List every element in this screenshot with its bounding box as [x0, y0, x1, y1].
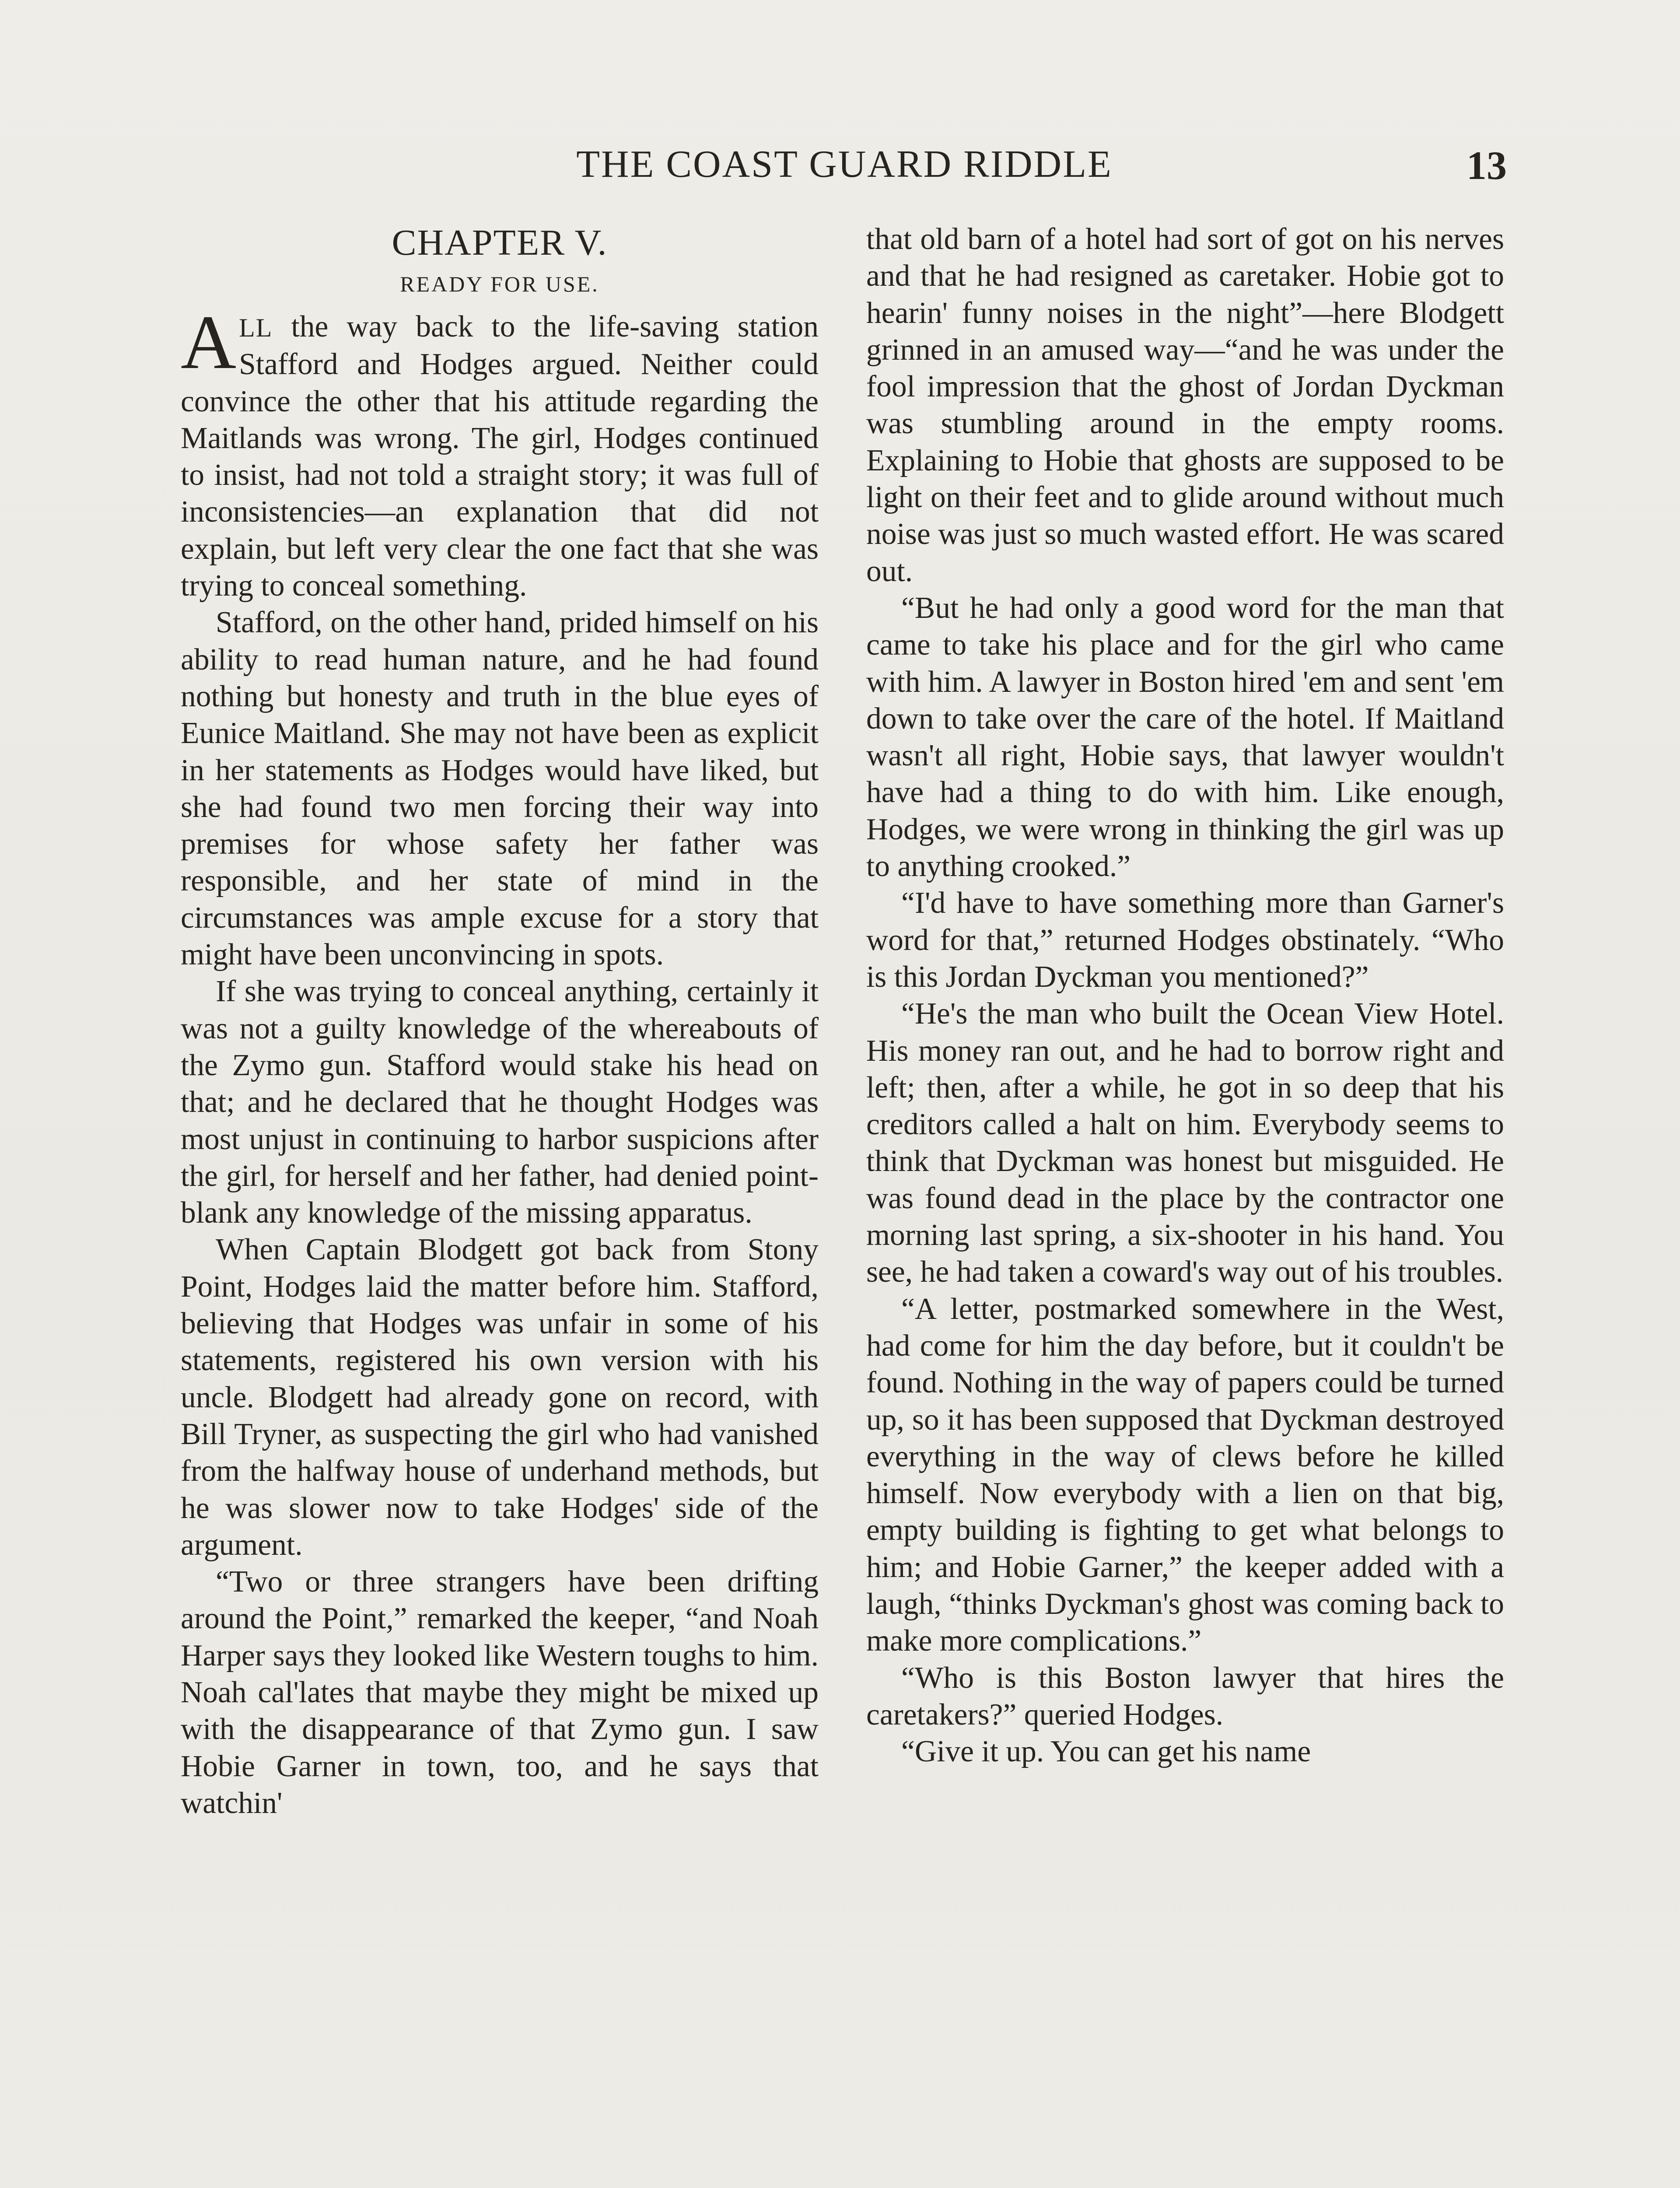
paragraph: “Who is this Boston lawyer that hires the caretakers?” queried Hodges. — [866, 1661, 1504, 1732]
paragraph-opening-text: the way back to the life-saving station Stafford and Hodges argued. Neither could convince the other that his attitude regarding the Maitlands was wrong. The girl, Hodges continued to insist, had not told a straight story; it was full of inconsistencies—an explanation that did not explain, but left very clear the one fact that she was trying to conceal something. — [181, 310, 819, 603]
paragraph: “He's the man who built the Ocean View Hotel. His money ran out, and he had to borrow right and left; then, after a while, he got in so deep that his creditors called a halt on him. Everybody seems to think that Dyckman was honest but misguided. He was found dead in the place by the contractor one morning last spring, a six-shooter in his hand. You see, he had taken a coward's way out of his troubles. — [866, 997, 1504, 1289]
paragraph: Stafford, on the other hand, prided himself on his ability to read human nature, and he had found nothing but honesty and truth in the blue eyes of Eunice Maitland. She may not have been as explicit in her statements as Hodges would have liked, but she had found two men forcing their way into premises for whose safety her father was responsible, and her state of mind in the circumstances was ample excuse for a story that might have been unconvincing in spots. — [181, 606, 819, 972]
paragraph-opening — [181, 300, 819, 604]
running-head: THE COAST GUARD RIDDLE — [576, 143, 1113, 186]
left-column — [181, 221, 819, 1822]
paragraph: “Two or three strangers have been drifting around the Point,” remarked the keeper, “and Noah Harper says they looked like Western toughs to him. Noah cal'lates that maybe they might be mixed up with the disappearance of that Zymo gun. I saw Hobie Garner in town, too, and he says that watchin' — [181, 1565, 819, 1820]
page-number: 13 — [1466, 143, 1507, 188]
paragraph: If she was trying to conceal anything, certainly it was not a guilty knowledge of the whereabouts of the Zymo gun. Stafford would stake his head on that; and he declared that he thought Hodges was most unjust in continuing to harbor suspicions after the girl, for herself and her father, had denied point-blank any knowledge of the missing apparatus. — [181, 975, 819, 1230]
drop-cap: A — [181, 300, 237, 385]
paragraph: When Captain Blodgett got back from Stony Point, Hodges laid the matter before him. Stafford, believing that Hodges was unfair in some of his statements, registered his own version with his uncle. Blodgett had already gone on record, with Bill Tryner, as suspecting the girl who had vanished from the halfway house of underhand methods, but he was slower now to take Hodges' side of the argument. — [181, 1233, 819, 1562]
paragraph: “I'd have to have something more than Garner's word for that,” returned Hodges obstinately. “Who is this Jordan Dyckman you mentioned?” — [866, 886, 1504, 994]
opening-smallcaps: LL — [239, 313, 273, 342]
paragraph: “But he had only a good word for the man that came to take his place and for the girl who came with him. A lawyer in Boston hired 'em and sent 'em down to take over the care of the hotel. If Maitland wasn't all right, Hobie says, that lawyer wouldn't have had a thing to do with him. Like enough, Hodges, we were wrong in thinking the girl was up to anything crooked.” — [866, 591, 1504, 884]
paragraph: “Give it up. You can get his name — [901, 1735, 1311, 1769]
chapter-subtitle: READY FOR USE. — [400, 272, 599, 296]
paragraph: “A letter, postmarked somewhere in the West, had come for him the day before, but it couldn't be found. Nothing in the way of papers could be turned up, so it has been supposed that Dyckman destroyed everything in the way of clews before he killed himself. Now everybody with a lien on that big, empty building is fighting to get what belongs to him; and Hobie Garner,” the keeper added with a laugh, “thinks Dyckman's ghost was coming back to make more complications.” — [866, 1292, 1504, 1658]
right-column — [866, 221, 1504, 1770]
chapter-title: CHAPTER V. — [392, 222, 608, 263]
paragraph: that old barn of a hotel had sort of got on his nerves and that he had resigned as caretaker. Hobie got to hearin' funny noises in the night”—here Blodgett grinned in an amused way—“and he was under the fool impression that the ghost of Jordan Dyckman was stumbling around in the empty rooms. Explaining to Hobie that ghosts are supposed to be light on their feet and to glide around without much noise was just so much wasted effort. He was scared out. — [866, 222, 1504, 588]
